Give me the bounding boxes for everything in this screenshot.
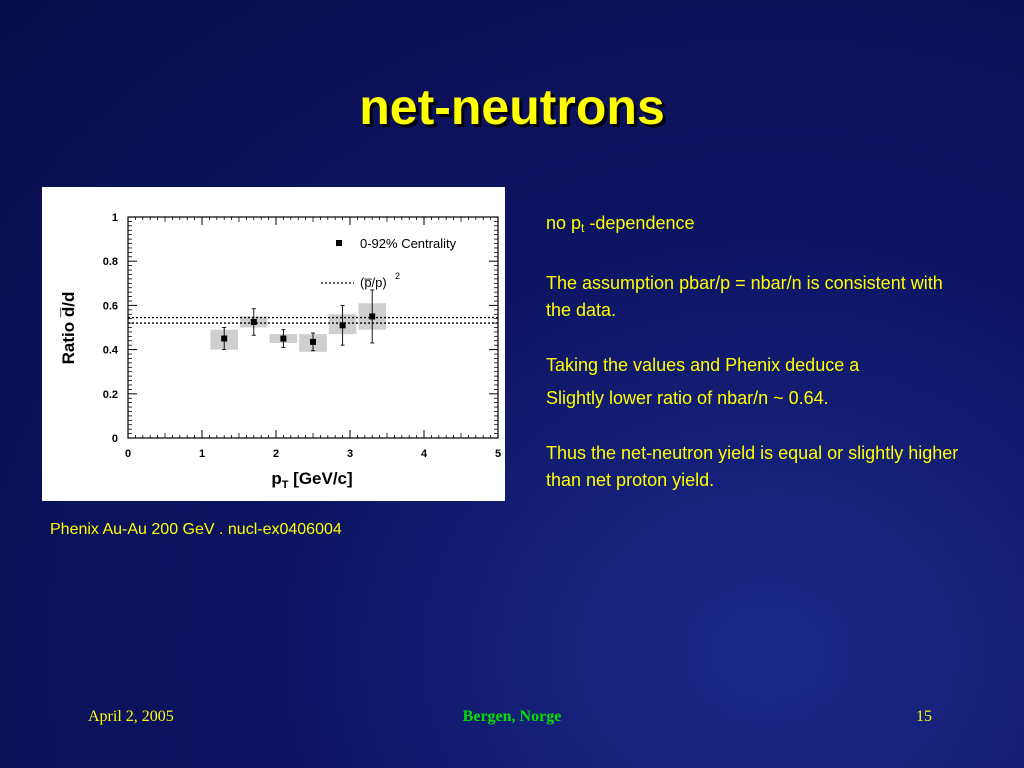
- data-point-marker: [251, 319, 257, 325]
- data-point-marker: [340, 322, 346, 328]
- footer-place: Bergen, Norge: [462, 708, 562, 725]
- x-tick-label: 2: [272, 448, 280, 460]
- y-tick-label: 0: [111, 433, 118, 445]
- footer-date: April 2, 2005: [88, 708, 174, 725]
- note-conclusion: Thus the net-neutron yield is equal or slightly higher than net proton yield.: [546, 443, 959, 490]
- y-tick-label: 0.8: [102, 256, 118, 269]
- note-slightly: Slightly lower ratio of nbar/n ~ 0.64.: [546, 388, 829, 408]
- legend-line-label-sup: 2: [395, 271, 401, 281]
- x-tick-label: 1: [198, 448, 206, 460]
- note-taking: Taking the values and Phenix deduce a: [546, 355, 860, 375]
- x-axis-title: [271, 469, 352, 491]
- note-pt-prefix: no p: [546, 213, 582, 233]
- y-tick-label: 0.6: [102, 300, 118, 313]
- chart-panel: [42, 187, 505, 501]
- data-point-marker: [221, 336, 227, 342]
- data-point-marker: [280, 336, 286, 342]
- note-pt-dependence: [546, 210, 966, 242]
- x-axis-title-unit: [GeV/c]: [288, 469, 353, 488]
- x-tick-label: 5: [494, 448, 502, 460]
- data-point-marker: [369, 313, 375, 319]
- x-tick-label: 3: [346, 448, 354, 460]
- slide-title: net-neutrons: [359, 79, 665, 135]
- data-point-marker: [310, 339, 316, 345]
- note-assumption: The assumption pbar/p = nbar/n is consistent with the data.: [546, 273, 943, 320]
- y-tick-label: 0.4: [102, 344, 118, 357]
- note-pt-sub: t: [581, 221, 585, 235]
- figure-caption: Phenix Au-Au 200 GeV . nucl-ex0406004: [50, 521, 342, 538]
- x-axis-title-main: p: [271, 469, 282, 488]
- legend-line-label: (p̅/p): [360, 275, 387, 290]
- x-axis-title-sub: T: [281, 479, 289, 491]
- legend-marker-square: [336, 240, 342, 246]
- y-tick-label: 1: [111, 212, 118, 224]
- y-tick-label: 0.2: [102, 388, 118, 401]
- ratio-chart: [42, 187, 505, 501]
- notes-panel: [546, 210, 966, 494]
- footer-page-number: 15: [916, 708, 932, 725]
- note-pt-suffix: -dependence: [584, 213, 695, 233]
- x-tick-label: 0: [124, 448, 132, 460]
- y-axis-title: Ratio d̅/d: [59, 291, 78, 365]
- legend-marker-label: 0-92% Centrality: [360, 236, 457, 251]
- x-tick-label: 4: [420, 448, 428, 460]
